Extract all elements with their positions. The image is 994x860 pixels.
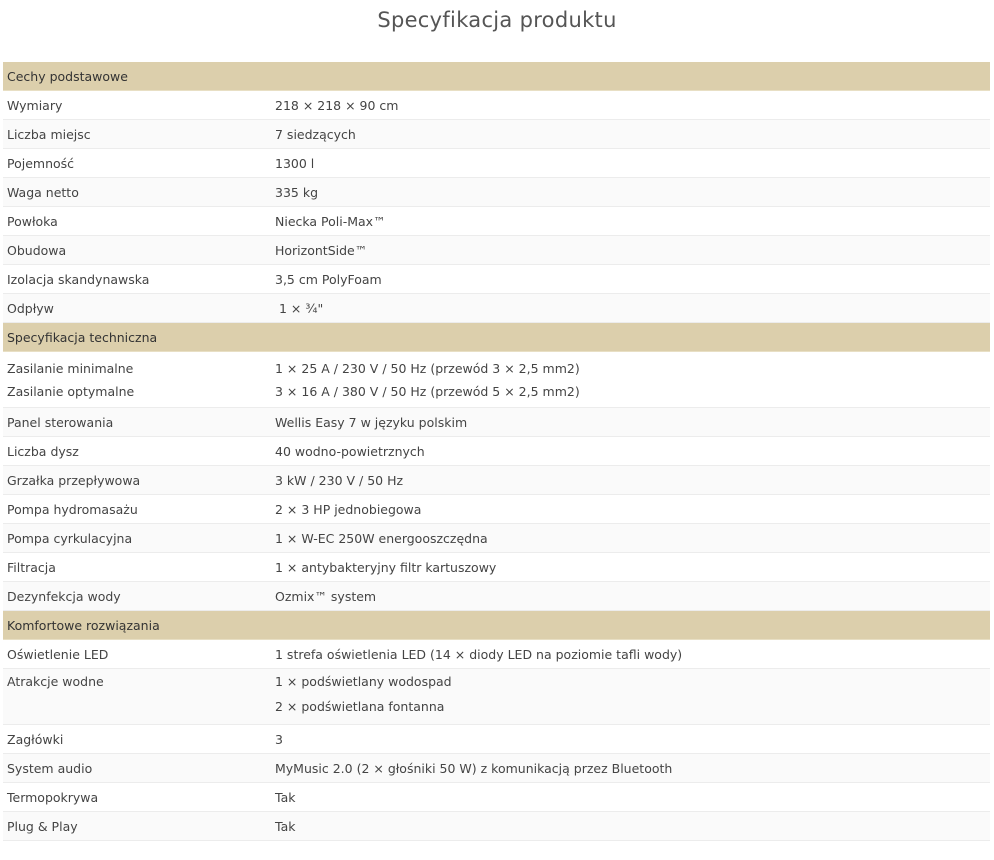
spec-key: Izolacja skandynawska [7, 271, 150, 287]
spec-value: 40 wodno-powietrznych [275, 443, 425, 459]
spec-row [3, 236, 990, 265]
spec-value: Tak [275, 818, 296, 834]
spec-value: 3 kW / 230 V / 50 Hz [275, 472, 404, 488]
spec-value: 1300 l [275, 155, 315, 171]
spec-key: Pompa cyrkulacyjna [7, 530, 133, 546]
spec-row [3, 640, 990, 669]
spec-key: Filtracja [7, 559, 56, 575]
spec-key: Dezynfekcja wody [7, 588, 121, 604]
spec-value: 1 × 25 A / 230 V / 50 Hz (przewód 3 × 2,5 mm2) [275, 360, 580, 376]
spec-row [3, 524, 990, 553]
spec-key: Pojemność [7, 155, 75, 171]
spec-key: Waga netto [7, 184, 79, 200]
spec-key: Liczba miejsc [7, 126, 91, 142]
spec-row [3, 294, 990, 323]
spec-row [3, 408, 990, 437]
spec-key: Wymiary [7, 97, 63, 113]
spec-row [3, 783, 990, 812]
spec-row [3, 352, 990, 408]
spec-row [3, 812, 990, 841]
spec-value: 1 × antybakteryjny filtr kartuszowy [275, 559, 497, 575]
spec-key: Panel sterowania [7, 414, 114, 430]
spec-row [3, 669, 990, 725]
section-header-basic: Cechy podstawowe [3, 62, 990, 91]
spec-value: Tak [275, 789, 296, 805]
spec-row [3, 495, 990, 524]
spec-row [3, 265, 990, 294]
spec-row [3, 466, 990, 495]
spec-key: Zasilanie minimalne [7, 360, 134, 376]
spec-value: 1 × podświetlany wodospad [275, 674, 452, 689]
spec-key: Pompa hydromasażu [7, 501, 138, 517]
spec-value: 7 siedzących [275, 126, 356, 142]
spec-key: Plug & Play [7, 818, 78, 834]
spec-key: Liczba dysz [7, 443, 79, 459]
spec-value: 1 × ¾" [275, 300, 324, 316]
spec-value: 1 × W-EC 250W energooszczędna [275, 530, 488, 546]
spec-row [3, 754, 990, 783]
spec-value: Ozmix™ system [275, 588, 377, 604]
spec-key: Zagłówki [7, 731, 64, 747]
spec-row [3, 178, 990, 207]
spec-value: 3 [275, 731, 283, 747]
spec-value: 3 × 16 A / 380 V / 50 Hz (przewód 5 × 2,5 mm2) [275, 383, 580, 399]
spec-value: 218 × 218 × 90 cm [275, 97, 399, 113]
spec-row [3, 582, 990, 611]
spec-row [3, 437, 990, 466]
spec-value: Wellis Easy 7 w języku polskim [275, 414, 468, 430]
section-header-comfort: Komfortowe rozwiązania [3, 611, 990, 640]
spec-value-group [271, 669, 990, 714]
spec-key-group [3, 361, 271, 399]
spec-row [3, 91, 990, 120]
spec-key: System audio [7, 760, 93, 776]
spec-key: Atrakcje wodne [7, 674, 104, 689]
spec-key: Termopokrywa [7, 789, 99, 805]
spec-key: Zasilanie optymalne [7, 383, 135, 399]
spec-value: 1 strefa oświetlenia LED (14 × diody LED na poziomie tafli wody) [275, 646, 683, 662]
spec-key: Grzałka przepływowa [7, 472, 141, 488]
spec-row [3, 553, 990, 582]
spec-value: 2 × podświetlana fontanna [275, 699, 445, 714]
spec-key: Oświetlenie LED [7, 646, 109, 662]
spec-value-group [271, 361, 990, 399]
spec-value: 335 kg [275, 184, 319, 200]
spec-key: Powłoka [7, 213, 58, 229]
spec-value: 2 × 3 HP jednobiegowa [275, 501, 422, 517]
spec-row [3, 120, 990, 149]
spec-row [3, 725, 990, 754]
spec-table [3, 62, 990, 841]
spec-value: HorizontSide™ [275, 242, 368, 258]
spec-value: Niecka Poli-Max™ [275, 213, 386, 229]
page-title: Specyfikacja produktu [377, 8, 617, 32]
spec-row [3, 207, 990, 236]
spec-key: Odpływ [7, 300, 54, 316]
spec-key: Obudowa [7, 242, 67, 258]
section-header-technical: Specyfikacja techniczna [3, 323, 990, 352]
spec-value: 3,5 cm PolyFoam [275, 271, 382, 287]
spec-value: MyMusic 2.0 (2 × głośniki 50 W) z komunikacją przez Bluetooth [275, 760, 673, 776]
spec-row [3, 149, 990, 178]
